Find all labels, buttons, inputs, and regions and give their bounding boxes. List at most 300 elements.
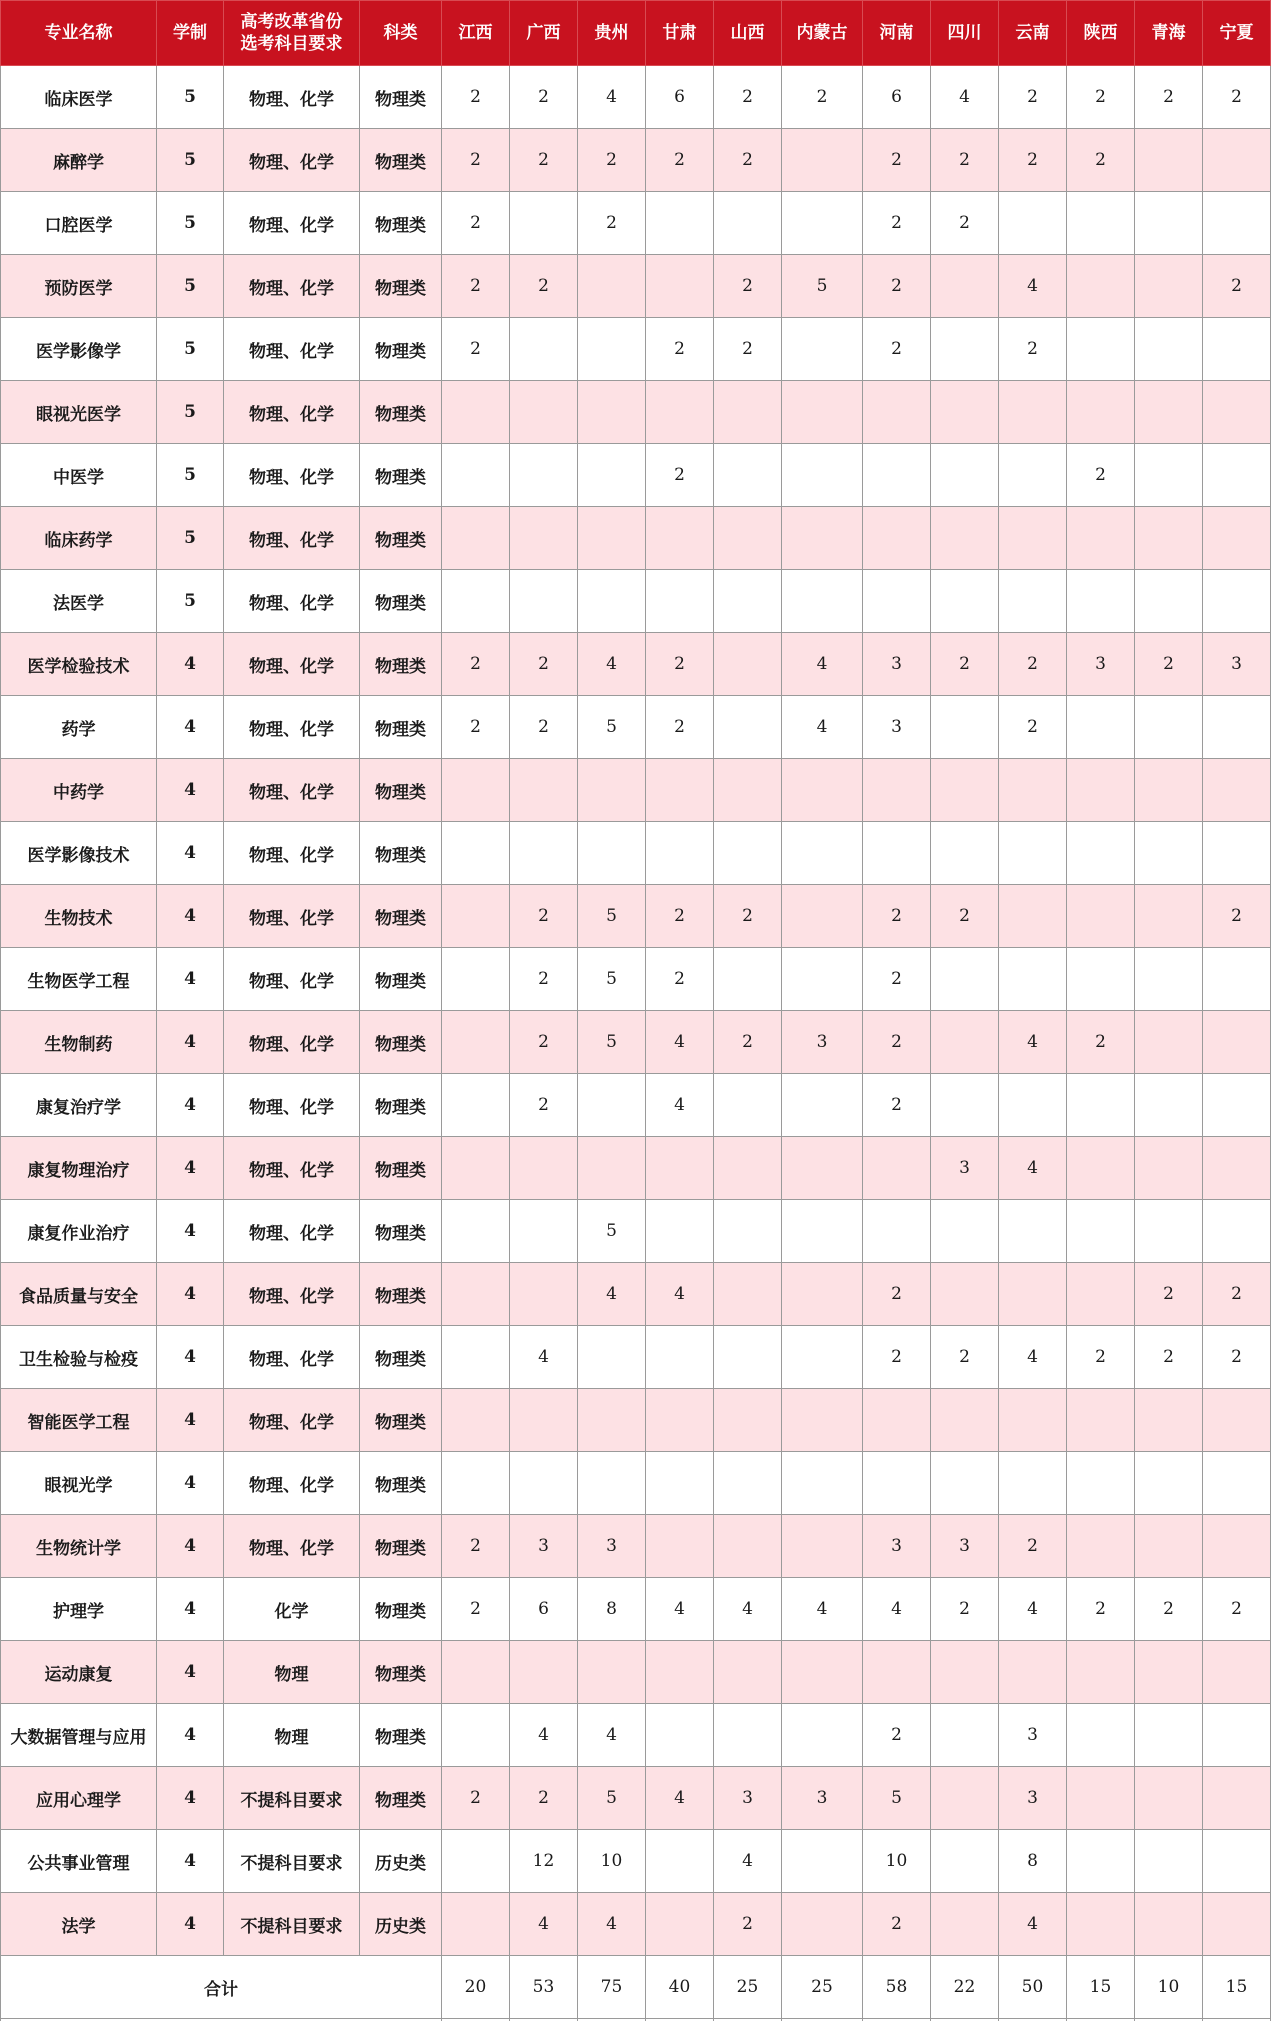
major-name-cell: 中药学 <box>1 759 157 822</box>
quota-cell <box>1203 1074 1271 1137</box>
major-name-cell: 法学 <box>1 1893 157 1956</box>
quota-cell <box>1203 1389 1271 1452</box>
quota-cell: 2 <box>931 1326 999 1389</box>
quota-cell: 2 <box>714 255 782 318</box>
quota-cell <box>646 1389 714 1452</box>
quota-cell <box>442 1074 510 1137</box>
major-name-cell: 大数据管理与应用 <box>1 1704 157 1767</box>
quota-cell <box>578 570 646 633</box>
table-row <box>1 1326 1271 1389</box>
quota-cell <box>510 444 578 507</box>
major-name-cell: 医学影像学 <box>1 318 157 381</box>
major-name-cell: 智能医学工程 <box>1 1389 157 1452</box>
quota-cell: 2 <box>1135 1578 1203 1641</box>
quota-cell <box>1067 1893 1135 1956</box>
subject-requirement-cell: 物理、化学 <box>224 570 360 633</box>
quota-cell: 2 <box>714 129 782 192</box>
quota-cell <box>1067 1389 1135 1452</box>
table-row <box>1 318 1271 381</box>
quota-cell: 2 <box>999 633 1067 696</box>
total-cell: 40 <box>646 1956 714 2019</box>
major-name-cell: 护理学 <box>1 1578 157 1641</box>
quota-cell <box>931 444 999 507</box>
header-province: 贵州 <box>578 1 646 66</box>
quota-cell <box>646 507 714 570</box>
quota-cell: 4 <box>863 1578 931 1641</box>
quota-cell <box>863 507 931 570</box>
major-name-cell: 生物医学工程 <box>1 948 157 1011</box>
quota-cell <box>1067 1200 1135 1263</box>
category-cell: 物理类 <box>360 1263 442 1326</box>
quota-cell: 2 <box>578 192 646 255</box>
quota-cell: 2 <box>863 1893 931 1956</box>
duration-cell: 4 <box>157 1767 224 1830</box>
subject-requirement-cell: 物理、化学 <box>224 66 360 129</box>
subject-requirement-cell: 物理、化学 <box>224 129 360 192</box>
major-name-cell: 预防医学 <box>1 255 157 318</box>
quota-cell <box>1135 948 1203 1011</box>
quota-cell <box>931 1074 999 1137</box>
subject-requirement-cell: 物理、化学 <box>224 1200 360 1263</box>
quota-cell: 3 <box>1067 633 1135 696</box>
category-cell: 物理类 <box>360 192 442 255</box>
table-row <box>1 633 1271 696</box>
major-name-cell: 生物技术 <box>1 885 157 948</box>
quota-cell <box>782 1515 863 1578</box>
quota-cell <box>1135 1200 1203 1263</box>
header-major: 专业名称 <box>1 1 157 66</box>
quota-cell: 2 <box>442 255 510 318</box>
quota-cell: 2 <box>1067 444 1135 507</box>
quota-cell <box>646 255 714 318</box>
quota-cell <box>1203 948 1271 1011</box>
quota-cell: 3 <box>931 1137 999 1200</box>
table-row <box>1 1893 1271 1956</box>
duration-cell: 4 <box>157 1893 224 1956</box>
table-body <box>1 66 1271 1956</box>
quota-cell <box>578 1641 646 1704</box>
quota-cell <box>714 1452 782 1515</box>
quota-cell: 2 <box>1067 1011 1135 1074</box>
quota-cell: 2 <box>1067 66 1135 129</box>
quota-cell <box>999 822 1067 885</box>
quota-cell: 4 <box>714 1578 782 1641</box>
category-cell: 物理类 <box>360 255 442 318</box>
duration-cell: 4 <box>157 885 224 948</box>
quota-cell <box>1067 885 1135 948</box>
quota-cell <box>510 1200 578 1263</box>
quota-cell: 2 <box>863 948 931 1011</box>
header-subject-requirement <box>224 1 360 66</box>
quota-cell <box>578 507 646 570</box>
subject-requirement-cell: 物理 <box>224 1641 360 1704</box>
quota-cell <box>714 1641 782 1704</box>
quota-cell: 10 <box>863 1830 931 1893</box>
quota-cell <box>510 822 578 885</box>
quota-cell <box>931 948 999 1011</box>
quota-cell <box>1135 507 1203 570</box>
subject-requirement-cell: 物理、化学 <box>224 948 360 1011</box>
quota-cell: 4 <box>646 1578 714 1641</box>
duration-cell: 4 <box>157 1074 224 1137</box>
major-name-cell: 眼视光医学 <box>1 381 157 444</box>
duration-cell: 4 <box>157 948 224 1011</box>
quota-cell <box>1135 759 1203 822</box>
quota-cell <box>646 1704 714 1767</box>
quota-cell <box>578 822 646 885</box>
quota-cell: 2 <box>646 318 714 381</box>
quota-cell <box>1203 1893 1271 1956</box>
category-cell: 物理类 <box>360 570 442 633</box>
quota-cell: 4 <box>999 1137 1067 1200</box>
quota-cell: 2 <box>646 885 714 948</box>
quota-cell: 2 <box>863 1263 931 1326</box>
quota-cell <box>442 1452 510 1515</box>
quota-cell <box>782 1200 863 1263</box>
quota-cell: 4 <box>646 1767 714 1830</box>
quota-cell: 2 <box>442 192 510 255</box>
quota-cell: 4 <box>578 633 646 696</box>
quota-cell <box>863 570 931 633</box>
quota-cell <box>1135 822 1203 885</box>
header-province: 甘肃 <box>646 1 714 66</box>
header-province: 宁夏 <box>1203 1 1271 66</box>
quota-cell <box>646 1515 714 1578</box>
header-row <box>1 1 1271 66</box>
quota-cell: 2 <box>1203 885 1271 948</box>
quota-cell <box>1203 129 1271 192</box>
quota-cell <box>863 444 931 507</box>
quota-cell <box>714 759 782 822</box>
quota-cell <box>1203 1641 1271 1704</box>
header-requirement-line1: 高考改革省份 <box>240 12 343 32</box>
category-cell: 物理类 <box>360 822 442 885</box>
quota-cell <box>1067 759 1135 822</box>
quota-cell <box>442 822 510 885</box>
quota-cell <box>1067 507 1135 570</box>
duration-cell: 4 <box>157 696 224 759</box>
category-cell: 物理类 <box>360 1515 442 1578</box>
quota-cell <box>442 1704 510 1767</box>
header-province: 云南 <box>999 1 1067 66</box>
quota-cell: 2 <box>1135 1326 1203 1389</box>
quota-cell <box>714 192 782 255</box>
quota-cell <box>1067 255 1135 318</box>
quota-cell: 2 <box>999 1515 1067 1578</box>
quota-cell <box>1203 1704 1271 1767</box>
quota-cell: 3 <box>863 1515 931 1578</box>
duration-cell: 5 <box>157 255 224 318</box>
category-cell: 物理类 <box>360 885 442 948</box>
quota-cell <box>782 381 863 444</box>
quota-cell <box>999 885 1067 948</box>
quota-cell <box>1135 1893 1203 1956</box>
quota-cell <box>578 1389 646 1452</box>
quota-cell <box>931 1263 999 1326</box>
quota-cell <box>442 1893 510 1956</box>
quota-cell <box>1203 1200 1271 1263</box>
quota-cell <box>442 1263 510 1326</box>
quota-cell <box>931 1200 999 1263</box>
table-row <box>1 192 1271 255</box>
header-province: 内蒙古 <box>782 1 863 66</box>
quota-cell <box>442 1011 510 1074</box>
quota-cell <box>714 1200 782 1263</box>
quota-cell <box>1135 1641 1203 1704</box>
quota-cell <box>1203 570 1271 633</box>
quota-cell <box>578 1074 646 1137</box>
quota-cell: 4 <box>782 696 863 759</box>
quota-cell <box>442 381 510 444</box>
total-cell: 25 <box>714 1956 782 2019</box>
quota-cell: 2 <box>782 66 863 129</box>
quota-cell: 2 <box>646 444 714 507</box>
quota-cell <box>1203 381 1271 444</box>
header-province: 青海 <box>1135 1 1203 66</box>
quota-cell: 5 <box>578 1767 646 1830</box>
category-cell: 历史类 <box>360 1893 442 1956</box>
subject-requirement-cell: 物理、化学 <box>224 822 360 885</box>
quota-cell <box>1067 318 1135 381</box>
table-row <box>1 1137 1271 1200</box>
quota-cell <box>646 759 714 822</box>
quota-cell <box>1135 1011 1203 1074</box>
quota-cell <box>510 507 578 570</box>
major-name-cell: 临床医学 <box>1 66 157 129</box>
duration-cell: 4 <box>157 1137 224 1200</box>
quota-cell <box>714 381 782 444</box>
subject-requirement-cell: 物理、化学 <box>224 885 360 948</box>
quota-cell <box>931 1641 999 1704</box>
quota-cell <box>863 381 931 444</box>
table-row <box>1 1830 1271 1893</box>
quota-cell: 2 <box>1135 1263 1203 1326</box>
quota-cell <box>578 759 646 822</box>
quota-cell: 2 <box>442 318 510 381</box>
major-name-cell: 应用心理学 <box>1 1767 157 1830</box>
quota-cell <box>510 1389 578 1452</box>
quota-cell: 4 <box>999 1578 1067 1641</box>
quota-cell <box>578 255 646 318</box>
quota-cell: 2 <box>714 1893 782 1956</box>
quota-cell <box>1203 1767 1271 1830</box>
quota-cell <box>442 1830 510 1893</box>
quota-cell: 2 <box>931 633 999 696</box>
quota-cell <box>1067 1074 1135 1137</box>
quota-cell <box>1067 570 1135 633</box>
quota-cell <box>1135 444 1203 507</box>
quota-cell <box>782 1452 863 1515</box>
quota-cell <box>442 1326 510 1389</box>
quota-cell <box>863 1389 931 1452</box>
quota-cell <box>931 1011 999 1074</box>
quota-cell <box>1135 570 1203 633</box>
major-name-cell: 中医学 <box>1 444 157 507</box>
quota-cell: 2 <box>863 192 931 255</box>
quota-cell <box>1067 1830 1135 1893</box>
quota-cell <box>510 318 578 381</box>
quota-cell: 3 <box>782 1011 863 1074</box>
table-row <box>1 255 1271 318</box>
quota-cell: 3 <box>863 633 931 696</box>
category-cell: 物理类 <box>360 1011 442 1074</box>
quota-cell <box>782 570 863 633</box>
quota-cell <box>1135 1389 1203 1452</box>
quota-cell: 3 <box>1203 633 1271 696</box>
quota-cell <box>1203 1830 1271 1893</box>
quota-cell <box>1135 1830 1203 1893</box>
quota-cell: 2 <box>863 1074 931 1137</box>
category-cell: 物理类 <box>360 1704 442 1767</box>
quota-cell <box>442 1389 510 1452</box>
quota-cell <box>863 1137 931 1200</box>
quota-cell: 2 <box>931 885 999 948</box>
table-row <box>1 1578 1271 1641</box>
subject-requirement-cell: 不提科目要求 <box>224 1893 360 1956</box>
table-row <box>1 822 1271 885</box>
quota-cell <box>646 822 714 885</box>
total-row <box>1 1956 1271 2019</box>
quota-cell <box>442 1641 510 1704</box>
quota-cell: 3 <box>863 696 931 759</box>
quota-cell <box>999 1641 1067 1704</box>
quota-cell: 4 <box>510 1893 578 1956</box>
subject-requirement-cell: 物理、化学 <box>224 1515 360 1578</box>
quota-cell <box>782 885 863 948</box>
category-cell: 物理类 <box>360 444 442 507</box>
quota-cell <box>782 129 863 192</box>
quota-cell <box>782 759 863 822</box>
quota-cell: 2 <box>863 885 931 948</box>
category-cell: 物理类 <box>360 696 442 759</box>
quota-cell: 2 <box>999 318 1067 381</box>
quota-cell <box>1135 381 1203 444</box>
subject-requirement-cell: 物理、化学 <box>224 192 360 255</box>
quota-cell <box>1135 129 1203 192</box>
category-cell: 物理类 <box>360 318 442 381</box>
quota-cell: 5 <box>782 255 863 318</box>
duration-cell: 4 <box>157 1515 224 1578</box>
quota-cell <box>782 1137 863 1200</box>
header-province: 山西 <box>714 1 782 66</box>
quota-cell: 4 <box>578 1893 646 1956</box>
quota-cell: 2 <box>863 318 931 381</box>
quota-cell <box>999 192 1067 255</box>
quota-cell <box>1067 381 1135 444</box>
quota-cell <box>646 1200 714 1263</box>
quota-cell: 2 <box>1135 633 1203 696</box>
quota-cell <box>931 1830 999 1893</box>
subject-requirement-cell: 物理、化学 <box>224 1452 360 1515</box>
quota-cell <box>1135 1074 1203 1137</box>
quota-cell: 5 <box>578 1200 646 1263</box>
major-name-cell: 临床药学 <box>1 507 157 570</box>
quota-cell <box>442 759 510 822</box>
quota-cell <box>931 255 999 318</box>
quota-cell <box>1067 948 1135 1011</box>
quota-cell: 4 <box>646 1011 714 1074</box>
quota-cell: 2 <box>863 1326 931 1389</box>
quota-cell <box>646 1830 714 1893</box>
quota-cell: 2 <box>714 885 782 948</box>
quota-cell <box>999 381 1067 444</box>
quota-cell: 2 <box>931 1578 999 1641</box>
total-cell: 15 <box>1067 1956 1135 2019</box>
quota-cell <box>510 1263 578 1326</box>
duration-cell: 4 <box>157 1389 224 1452</box>
quota-cell <box>999 1074 1067 1137</box>
quota-cell <box>931 696 999 759</box>
subject-requirement-cell: 化学 <box>224 1578 360 1641</box>
quota-cell <box>1135 1452 1203 1515</box>
quota-cell <box>1203 822 1271 885</box>
subject-requirement-cell: 物理、化学 <box>224 1263 360 1326</box>
quota-cell <box>714 633 782 696</box>
quota-cell <box>646 1137 714 1200</box>
major-name-cell: 医学检验技术 <box>1 633 157 696</box>
quota-cell: 2 <box>863 129 931 192</box>
duration-cell: 4 <box>157 1452 224 1515</box>
duration-cell: 4 <box>157 1830 224 1893</box>
quota-cell <box>931 1767 999 1830</box>
quota-cell: 8 <box>578 1578 646 1641</box>
quota-cell: 3 <box>999 1704 1067 1767</box>
quota-cell: 2 <box>646 129 714 192</box>
quota-cell <box>931 1893 999 1956</box>
category-cell: 物理类 <box>360 1074 442 1137</box>
quota-cell: 5 <box>578 1011 646 1074</box>
quota-cell <box>999 759 1067 822</box>
quota-cell <box>714 1137 782 1200</box>
duration-cell: 4 <box>157 1200 224 1263</box>
quota-cell: 3 <box>714 1767 782 1830</box>
duration-cell: 4 <box>157 1641 224 1704</box>
quota-cell: 2 <box>1203 1326 1271 1389</box>
header-province: 河南 <box>863 1 931 66</box>
quota-cell <box>782 1074 863 1137</box>
total-label: 合计 <box>1 1956 442 2019</box>
subject-requirement-cell: 物理、化学 <box>224 318 360 381</box>
quota-cell <box>442 1200 510 1263</box>
quota-cell: 2 <box>999 696 1067 759</box>
subject-requirement-cell: 物理、化学 <box>224 1389 360 1452</box>
major-name-cell: 公共事业管理 <box>1 1830 157 1893</box>
major-name-cell: 卫生检验与检疫 <box>1 1326 157 1389</box>
quota-cell <box>1135 318 1203 381</box>
major-name-cell: 眼视光学 <box>1 1452 157 1515</box>
quota-cell <box>863 822 931 885</box>
subject-requirement-cell: 物理、化学 <box>224 255 360 318</box>
duration-cell: 4 <box>157 633 224 696</box>
quota-cell <box>782 1263 863 1326</box>
quota-cell: 4 <box>931 66 999 129</box>
total-cell: 75 <box>578 1956 646 2019</box>
quota-cell: 5 <box>578 885 646 948</box>
major-name-cell: 生物统计学 <box>1 1515 157 1578</box>
subject-requirement-cell: 物理、化学 <box>224 1326 360 1389</box>
duration-cell: 4 <box>157 1011 224 1074</box>
quota-cell <box>1203 1137 1271 1200</box>
duration-cell: 5 <box>157 129 224 192</box>
duration-cell: 5 <box>157 381 224 444</box>
table-row <box>1 759 1271 822</box>
quota-cell <box>782 822 863 885</box>
quota-cell <box>1135 255 1203 318</box>
category-cell: 物理类 <box>360 1641 442 1704</box>
quota-cell <box>714 1326 782 1389</box>
quota-cell: 2 <box>1203 255 1271 318</box>
quota-cell: 2 <box>999 66 1067 129</box>
